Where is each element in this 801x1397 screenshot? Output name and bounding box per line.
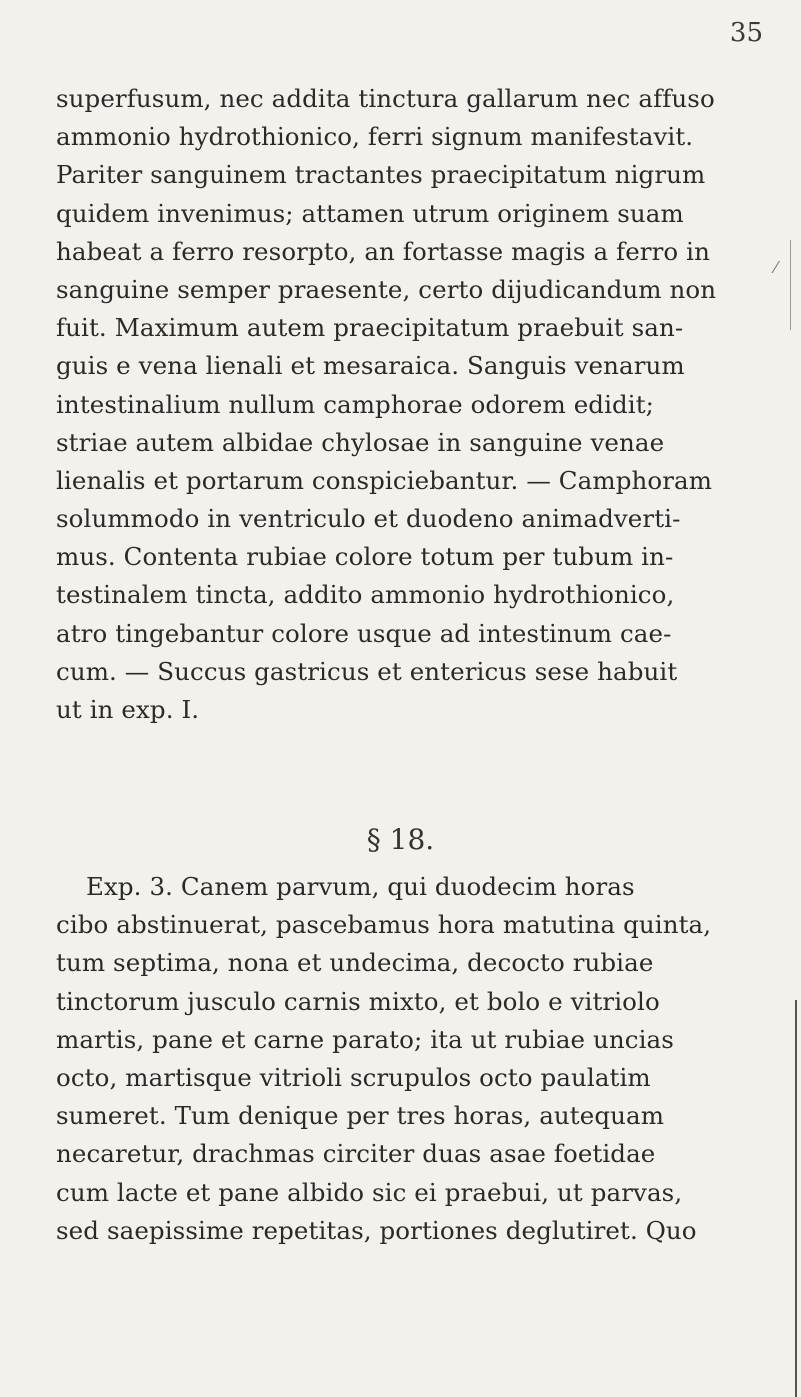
text-line: ut in exp. I.: [56, 695, 200, 724]
text-line: Pariter sanguinem tractantes praecipitatum nigrum: [56, 160, 706, 190]
text-line: solummodo in ventriculo et duodeno animadverti-: [56, 504, 681, 534]
text-line: mus. Contenta rubiae colore totum per tubum in-: [56, 542, 674, 572]
page-edge-line: [795, 1000, 797, 1397]
text-line: cum lacte et pane albido sic ei praebui, ut parvas,: [56, 1177, 683, 1207]
page-edge-line: [790, 240, 791, 330]
text-line: martis, pane et carne parato; ita ut rubiae uncias: [56, 1024, 674, 1054]
text-line: ammonio hydrothionico, ferri signum manifestavit.: [56, 122, 694, 152]
text-line: quidem invenimus; attamen utrum originem suam: [56, 198, 684, 228]
text-line: fuit. Maximum autem praecipitatum praebuit san-: [56, 313, 684, 343]
text-line: necaretur, drachmas circiter duas asae foetidae: [56, 1139, 656, 1169]
margin-mark: ⁄: [774, 258, 777, 277]
text-line: Exp. 3. Canem parvum, qui duodecim horas: [86, 872, 635, 901]
text-line: striae autem albidae chylosae in sanguine venae: [56, 427, 665, 457]
text-line: octo, martisque vitrioli scrupulos octo paulatim: [56, 1062, 651, 1092]
text-line: guis e vena lienali et mesaraica. Sanguis venarum: [56, 351, 685, 381]
text-line: cum. — Succus gastricus et entericus sese habuit: [56, 656, 678, 686]
paragraph-2: [56, 868, 792, 1250]
text-line: tum septima, nona et undecima, decocto rubiae: [56, 948, 654, 978]
text-line: sanguine semper praesente, certo dijudicandum non: [56, 274, 717, 304]
text-line: cibo abstinuerat, pascebamus hora matutina quinta,: [56, 910, 712, 940]
paragraph-1: [56, 80, 792, 729]
text-line: testinalem tincta, addito ammonio hydrothionico,: [56, 580, 675, 610]
text-line: sumeret. Tum denique per tres horas, autequam: [56, 1101, 665, 1131]
text-line: superfusum, nec addita tinctura gallarum nec affuso: [56, 84, 715, 113]
text-line: tinctorum jusculo carnis mixto, et bolo e vitriolo: [56, 986, 660, 1016]
text-line: atro tingebantur colore usque ad intestinum cae-: [56, 618, 672, 648]
text-line: sed saepissime repetitas, portiones deglutiret. Quo: [56, 1215, 697, 1245]
text-line: intestinalium nullum camphorae odorem edidit;: [56, 389, 655, 419]
section-heading: § 18.: [366, 823, 435, 856]
page-number: 35: [729, 18, 763, 48]
text-line: habeat a ferro resorpto, an fortasse magis a ferro in: [56, 236, 710, 266]
text-line: lienalis et portarum conspiciebantur. — Camphoram: [56, 465, 713, 495]
